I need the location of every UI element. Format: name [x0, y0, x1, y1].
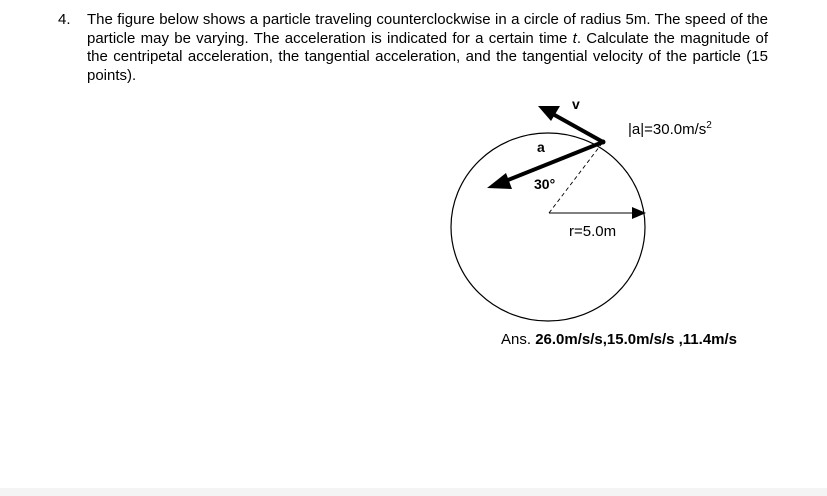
- accel-label: a: [537, 139, 545, 155]
- answer-line: [501, 331, 737, 348]
- answer-prefix: Ans.: [501, 331, 532, 348]
- acceleration-arrowhead: [487, 173, 512, 189]
- time-symbol: t: [572, 29, 577, 47]
- problem-number: 4.: [58, 11, 71, 28]
- unit-exponent: 2: [706, 120, 712, 131]
- velocity-arrowhead: [538, 106, 560, 121]
- particle-dot: [601, 140, 606, 145]
- answer-values: 26.0m/s/s,15.0m/s/s ,11.4m/s: [535, 331, 738, 348]
- statement-part-2: . Calculate the magnitude of the centripetal acceleration, the tangential acceleration, and the tangential velocity of the particle (15 points).: [87, 29, 768, 84]
- angle-label: 30°: [534, 176, 556, 192]
- accel-magnitude-label: $|a|=30.0m/s^2$: [628, 120, 712, 138]
- statement-part-1: The figure below shows a particle traveling counterclockwise in a circle of radius 5m. The speed of the particle may be varying. The acceleration is indicated for a certain time: [87, 11, 768, 47]
- velocity-label: v: [572, 96, 580, 112]
- radius-label: r=5.0m: [569, 223, 617, 240]
- bottom-band: [0, 488, 827, 496]
